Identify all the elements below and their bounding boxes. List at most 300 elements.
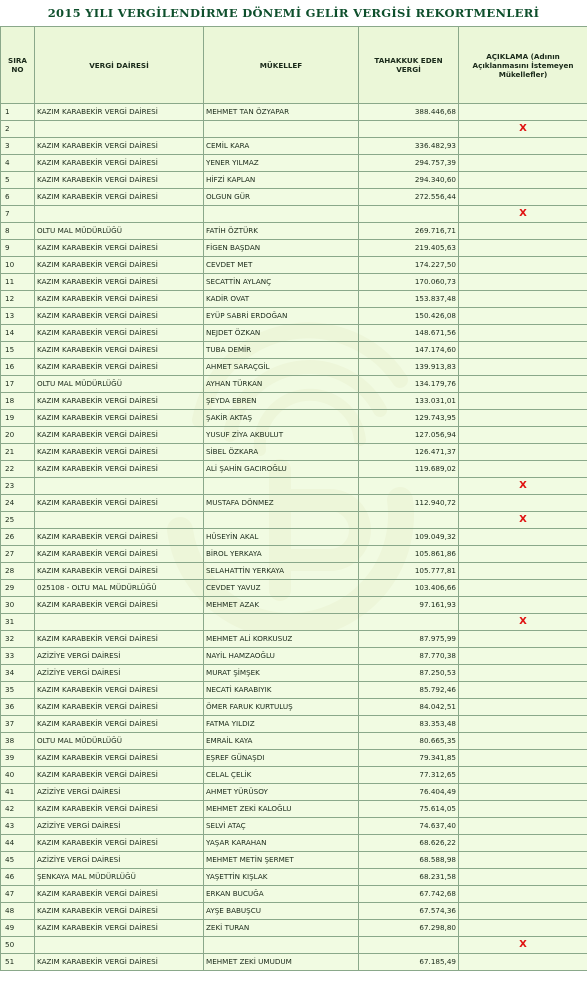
taxpayer-cell: EŞREF GÜNAŞDI [204,750,359,767]
row-number: 14 [1,325,35,342]
header-tax-office: VERGİ DAİRESİ [35,27,204,104]
tax-office-cell: AZİZİYE VERGİ DAİRESİ [35,852,204,869]
taxpayer-cell: FATİH ÖZTÜRK [204,223,359,240]
tax-amount-cell: 67.742,68 [359,886,459,903]
table-row [1,138,587,155]
note-marker [459,835,587,852]
row-number: 9 [1,240,35,257]
taxpayer-cell: HİFZİ KAPLAN [204,172,359,189]
tax-amount-cell: 79.341,85 [359,750,459,767]
note-marker [459,852,587,869]
note-marker [459,155,587,172]
row-number: 15 [1,342,35,359]
table-row [1,699,587,716]
table-row [1,274,587,291]
tax-office-cell: KAZIM KARABEKİR VERGİ DAİRESİ [35,291,204,308]
row-number: 37 [1,716,35,733]
taxpayer-cell: MUSTAFA DÖNMEZ [204,495,359,512]
note-marker: X [459,478,587,495]
table-row [1,308,587,325]
tax-office-cell: AZİZİYE VERGİ DAİRESİ [35,784,204,801]
row-number: 39 [1,750,35,767]
header-no: SIRA NO [1,27,35,104]
note-marker [459,750,587,767]
tax-office-cell: OLTU MAL MÜDÜRLÜĞÜ [35,733,204,750]
table-row [1,325,587,342]
row-number: 38 [1,733,35,750]
taxpayer-cell: ÖMER FARUK KURTULUŞ [204,699,359,716]
tax-office-cell: KAZIM KARABEKİR VERGİ DAİRESİ [35,240,204,257]
table-row [1,121,587,138]
note-marker [459,563,587,580]
tax-amount-cell: 170.060,73 [359,274,459,291]
row-number: 44 [1,835,35,852]
row-number: 6 [1,189,35,206]
row-number: 22 [1,461,35,478]
row-number: 47 [1,886,35,903]
tax-office-cell: AZİZİYE VERGİ DAİRESİ [35,665,204,682]
table-row [1,427,587,444]
tax-amount-cell: 84.042,51 [359,699,459,716]
tax-amount-cell: 112.940,72 [359,495,459,512]
taxpayer-cell: KADİR OVAT [204,291,359,308]
note-marker [459,954,587,971]
tax-office-cell: KAZIM KARABEKİR VERGİ DAİRESİ [35,444,204,461]
tax-office-cell [35,614,204,631]
row-number: 24 [1,495,35,512]
note-marker [459,682,587,699]
tax-amount-cell: 105.861,86 [359,546,459,563]
tax-amount-cell: 75.614,05 [359,801,459,818]
tax-amount-cell: 219.405,63 [359,240,459,257]
note-marker: X [459,121,587,138]
tax-office-cell: KAZIM KARABEKİR VERGİ DAİRESİ [35,835,204,852]
taxpayer-cell: MEHMET AZAK [204,597,359,614]
row-number: 11 [1,274,35,291]
table-row [1,648,587,665]
taxpayer-cell: FİGEN BAŞDAN [204,240,359,257]
taxpayer-cell: YENER YILMAZ [204,155,359,172]
taxpayer-cell: TUBA DEMİR [204,342,359,359]
taxpayer-cell: CEVDET YAVUZ [204,580,359,597]
table-row [1,614,587,631]
tax-office-cell: KAZIM KARABEKİR VERGİ DAİRESİ [35,495,204,512]
taxpayer-cell: YUSUF ZİYA AKBULUT [204,427,359,444]
table-header-row [1,27,587,104]
row-number: 30 [1,597,35,614]
tax-office-cell: OLTU MAL MÜDÜRLÜĞÜ [35,223,204,240]
tax-amount-cell: 103.406,66 [359,580,459,597]
taxpayer-cell [204,206,359,223]
tax-office-cell: KAZIM KARABEKİR VERGİ DAİRESİ [35,308,204,325]
table-row [1,240,587,257]
table-row [1,546,587,563]
tax-office-cell: KAZIM KARABEKİR VERGİ DAİRESİ [35,172,204,189]
tax-amount-cell: 76.404,49 [359,784,459,801]
note-marker [459,240,587,257]
table-row [1,104,587,121]
row-number: 45 [1,852,35,869]
table-row [1,512,587,529]
tax-office-cell [35,512,204,529]
tax-office-cell: AZİZİYE VERGİ DAİRESİ [35,818,204,835]
row-number: 12 [1,291,35,308]
note-marker [459,427,587,444]
table-row [1,886,587,903]
tax-office-cell: KAZIM KARABEKİR VERGİ DAİRESİ [35,359,204,376]
row-number: 26 [1,529,35,546]
tax-amount-cell: 74.637,40 [359,818,459,835]
tax-amount-cell: 68.588,98 [359,852,459,869]
tax-amount-cell [359,512,459,529]
taxpayer-cell: FATMA YILDIZ [204,716,359,733]
row-number: 49 [1,920,35,937]
tax-amount-cell: 294.757,39 [359,155,459,172]
tax-amount-cell: 97.161,93 [359,597,459,614]
tax-amount-cell: 68.231,58 [359,869,459,886]
note-marker: X [459,206,587,223]
row-number: 31 [1,614,35,631]
tax-amount-cell: 388.446,68 [359,104,459,121]
table-row [1,359,587,376]
note-marker [459,920,587,937]
taxpayer-cell: CEMİL KARA [204,138,359,155]
table-row [1,835,587,852]
tax-office-cell: KAZIM KARABEKİR VERGİ DAİRESİ [35,342,204,359]
row-number: 2 [1,121,35,138]
row-number: 1 [1,104,35,121]
tax-amount-cell: 87.770,38 [359,648,459,665]
row-number: 41 [1,784,35,801]
taxpayer-cell: AHMET YÜRÜSOY [204,784,359,801]
taxpayer-cell: CELAL ÇELİK [204,767,359,784]
note-marker [459,223,587,240]
tax-amount-cell: 129.743,95 [359,410,459,427]
tax-office-cell: KAZIM KARABEKİR VERGİ DAİRESİ [35,155,204,172]
row-number: 40 [1,767,35,784]
row-number: 34 [1,665,35,682]
row-number: 18 [1,393,35,410]
taxpayer-cell: YAŞAR KARAHAN [204,835,359,852]
tax-office-cell: KAZIM KARABEKİR VERGİ DAİRESİ [35,767,204,784]
note-marker [459,716,587,733]
table-row [1,444,587,461]
row-number: 4 [1,155,35,172]
row-number: 8 [1,223,35,240]
row-number: 3 [1,138,35,155]
table-row [1,223,587,240]
row-number: 27 [1,546,35,563]
note-marker [459,138,587,155]
row-number: 19 [1,410,35,427]
row-number: 20 [1,427,35,444]
header-taxpayer: MÜKELLEF [204,27,359,104]
tax-office-cell: KAZIM KARABEKİR VERGİ DAİRESİ [35,750,204,767]
tax-amount-cell: 87.975,99 [359,631,459,648]
tax-office-cell: KAZIM KARABEKİR VERGİ DAİRESİ [35,699,204,716]
row-number: 13 [1,308,35,325]
table-row [1,682,587,699]
tax-office-cell: KAZIM KARABEKİR VERGİ DAİRESİ [35,563,204,580]
note-marker: X [459,512,587,529]
note-marker [459,325,587,342]
tax-amount-cell: 77.312,65 [359,767,459,784]
tax-office-cell: KAZIM KARABEKİR VERGİ DAİRESİ [35,631,204,648]
taxpayer-cell: ALİ ŞAHİN GACIROĞLU [204,461,359,478]
row-number: 23 [1,478,35,495]
tax-amount-cell: 87.250,53 [359,665,459,682]
tax-amount-cell: 294.340,60 [359,172,459,189]
tax-office-cell: KAZIM KARABEKİR VERGİ DAİRESİ [35,886,204,903]
taxpayer-cell: NAYİL HAMZAOĞLU [204,648,359,665]
row-number: 10 [1,257,35,274]
taxpayer-cell: BİROL YERKAYA [204,546,359,563]
table-row [1,206,587,223]
table-row [1,784,587,801]
note-marker: X [459,614,587,631]
taxpayer-cell: MEHMET METİN ŞERMET [204,852,359,869]
row-number: 28 [1,563,35,580]
row-number: 35 [1,682,35,699]
note-marker [459,444,587,461]
row-number: 21 [1,444,35,461]
tax-amount-cell [359,937,459,954]
note-marker [459,818,587,835]
taxpayer-cell: ŞEYDA EBREN [204,393,359,410]
tax-office-cell: KAZIM KARABEKİR VERGİ DAİRESİ [35,954,204,971]
tax-amount-cell: 67.298,80 [359,920,459,937]
taxpayer-cell: EYÜP SABRİ ERDOĞAN [204,308,359,325]
table-row [1,461,587,478]
taxpayer-cell: ZEKİ TURAN [204,920,359,937]
taxpayer-cell: MEHMET ALİ KORKUSUZ [204,631,359,648]
tax-amount-cell: 174.227,50 [359,257,459,274]
tax-amount-cell: 80.665,35 [359,733,459,750]
table-row [1,954,587,971]
tax-amount-cell: 139.913,83 [359,359,459,376]
taxpayer-cell [204,614,359,631]
taxpayer-cell: OLGUN GÜR [204,189,359,206]
table-row [1,716,587,733]
tax-amount-cell: 147.174,60 [359,342,459,359]
note-marker [459,801,587,818]
note-marker [459,546,587,563]
row-number: 42 [1,801,35,818]
tax-office-cell: KAZIM KARABEKİR VERGİ DAİRESİ [35,427,204,444]
tax-amount-cell: 85.792,46 [359,682,459,699]
note-marker [459,308,587,325]
table-row [1,529,587,546]
table-row [1,189,587,206]
table-row [1,478,587,495]
taxpayer-cell: AHMET SARAÇGİL [204,359,359,376]
tax-amount-cell [359,121,459,138]
table-row [1,818,587,835]
table-row [1,920,587,937]
tax-amount-cell: 133.031,01 [359,393,459,410]
table-row [1,291,587,308]
note-marker [459,869,587,886]
tax-amount-cell: 67.574,36 [359,903,459,920]
tax-office-cell: KAZIM KARABEKİR VERGİ DAİRESİ [35,410,204,427]
tax-amount-cell: 68.626,22 [359,835,459,852]
tax-amount-cell: 83.353,48 [359,716,459,733]
tax-office-cell: ŞENKAYA MAL MÜDÜRLÜĞÜ [35,869,204,886]
tax-office-cell [35,478,204,495]
taxpayer-cell: CEVDET MET [204,257,359,274]
table-row [1,495,587,512]
row-number: 46 [1,869,35,886]
taxpayer-cell: AYHAN TÜRKAN [204,376,359,393]
tax-office-cell: KAZIM KARABEKİR VERGİ DAİRESİ [35,682,204,699]
table-row [1,172,587,189]
table-row [1,342,587,359]
table-row [1,733,587,750]
taxpayer-cell: NEJDET ÖZKAN [204,325,359,342]
row-number: 25 [1,512,35,529]
table-row [1,767,587,784]
table-row [1,155,587,172]
note-marker [459,784,587,801]
table-row [1,665,587,682]
taxpayer-cell: MEHMET ZEKİ KALOĞLU [204,801,359,818]
tax-office-cell: KAZIM KARABEKİR VERGİ DAİRESİ [35,716,204,733]
table-row [1,597,587,614]
tax-office-cell: 025108 - OLTU MAL MÜDÜRLÜĞÜ [35,580,204,597]
taxpayer-cell: MEHMET ZEKİ UMUDUM [204,954,359,971]
note-marker [459,733,587,750]
note-marker [459,359,587,376]
note-marker [459,648,587,665]
note-marker [459,699,587,716]
table-row [1,852,587,869]
tax-office-cell: AZİZİYE VERGİ DAİRESİ [35,648,204,665]
row-number: 17 [1,376,35,393]
tax-amount-cell: 336.482,93 [359,138,459,155]
taxpayer-cell: EMRAİL KAYA [204,733,359,750]
tax-office-cell [35,121,204,138]
note-marker [459,189,587,206]
tax-amount-cell: 269.716,71 [359,223,459,240]
taxpayer-cell: NECATİ KARABIYIK [204,682,359,699]
tax-office-cell: KAZIM KARABEKİR VERGİ DAİRESİ [35,393,204,410]
tax-office-cell: KAZIM KARABEKİR VERGİ DAİRESİ [35,903,204,920]
taxpayer-cell: SELAHATTİN YERKAYA [204,563,359,580]
note-marker [459,903,587,920]
tax-office-cell: KAZIM KARABEKİR VERGİ DAİRESİ [35,461,204,478]
note-marker [459,104,587,121]
taxpayer-cell: MEHMET TAN ÖZYAPAR [204,104,359,121]
note-marker [459,257,587,274]
note-marker [459,886,587,903]
note-marker [459,274,587,291]
tax-office-cell: KAZIM KARABEKİR VERGİ DAİRESİ [35,325,204,342]
row-number: 33 [1,648,35,665]
tax-office-cell: KAZIM KARABEKİR VERGİ DAİRESİ [35,274,204,291]
tax-amount-cell: 150.426,08 [359,308,459,325]
table-body [1,104,587,971]
tax-amount-cell: 272.556,44 [359,189,459,206]
row-number: 48 [1,903,35,920]
note-marker [459,767,587,784]
taxpayer-cell [204,512,359,529]
tax-office-cell: OLTU MAL MÜDÜRLÜĞÜ [35,376,204,393]
page-title: 2015 YILI VERGİLENDİRME DÖNEMİ GELİR VERGİSİ REKORTMENLERİ [47,6,540,20]
note-marker [459,631,587,648]
tax-office-cell: KAZIM KARABEKİR VERGİ DAİRESİ [35,138,204,155]
tax-record-table [0,26,587,971]
note-marker [459,495,587,512]
table-row [1,750,587,767]
header-note: AÇIKLAMA (Adının Açıklanmasını İstemeyen Mükellefler) [459,27,587,104]
note-marker [459,529,587,546]
taxpayer-cell: ŞAKİR AKTAŞ [204,410,359,427]
row-number: 36 [1,699,35,716]
row-number: 5 [1,172,35,189]
tax-office-cell: KAZIM KARABEKİR VERGİ DAİRESİ [35,529,204,546]
row-number: 16 [1,359,35,376]
tax-amount-cell: 134.179,76 [359,376,459,393]
tax-amount-cell: 153.837,48 [359,291,459,308]
table-row [1,410,587,427]
taxpayer-cell [204,937,359,954]
table-row [1,801,587,818]
tax-office-cell: KAZIM KARABEKİR VERGİ DAİRESİ [35,920,204,937]
tax-amount-cell [359,478,459,495]
taxpayer-cell: HÜSEYİN AKAL [204,529,359,546]
tax-amount-cell: 127.056,94 [359,427,459,444]
tax-amount-cell: 119.689,02 [359,461,459,478]
taxpayer-cell: ERKAN BUCUĞA [204,886,359,903]
tax-office-cell: KAZIM KARABEKİR VERGİ DAİRESİ [35,189,204,206]
taxpayer-cell [204,121,359,138]
table-row [1,563,587,580]
note-marker [459,665,587,682]
taxpayer-cell: SECATTİN AYLANÇ [204,274,359,291]
note-marker [459,393,587,410]
row-number: 50 [1,937,35,954]
tax-office-cell: KAZIM KARABEKİR VERGİ DAİRESİ [35,104,204,121]
note-marker: X [459,937,587,954]
note-marker [459,172,587,189]
taxpayer-cell: YAŞETTİN KIŞLAK [204,869,359,886]
tax-office-cell: KAZIM KARABEKİR VERGİ DAİRESİ [35,546,204,563]
tax-amount-cell: 126.471,37 [359,444,459,461]
row-number: 43 [1,818,35,835]
taxpayer-cell: MURAT ŞİMŞEK [204,665,359,682]
table-row [1,937,587,954]
note-marker [459,376,587,393]
tax-office-cell [35,937,204,954]
tax-office-cell: KAZIM KARABEKİR VERGİ DAİRESİ [35,257,204,274]
taxpayer-cell: SELVİ ATAÇ [204,818,359,835]
tax-amount-cell: 109.049,32 [359,529,459,546]
note-marker [459,580,587,597]
taxpayer-cell: AYŞE BABUŞCU [204,903,359,920]
tax-amount-cell [359,206,459,223]
table-row [1,631,587,648]
table-row [1,580,587,597]
table-row [1,376,587,393]
tax-amount-cell [359,614,459,631]
row-number: 7 [1,206,35,223]
note-marker [459,410,587,427]
row-number: 32 [1,631,35,648]
row-number: 51 [1,954,35,971]
table-row [1,903,587,920]
tax-office-cell [35,206,204,223]
taxpayer-cell: SİBEL ÖZKARA [204,444,359,461]
